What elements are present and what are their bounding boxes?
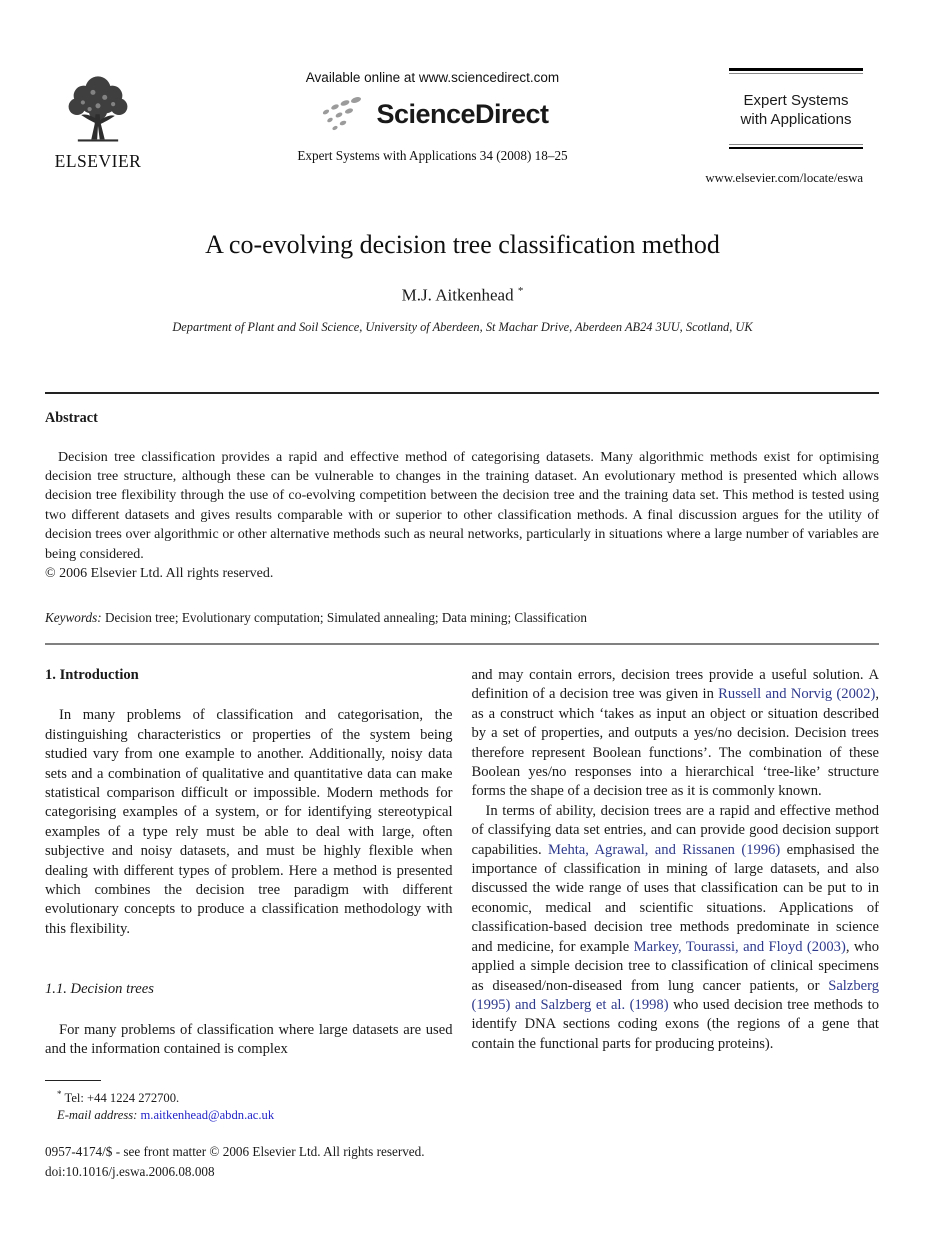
masthead-rule-bottom-thin [729,144,863,145]
section-1-heading: 1. Introduction [45,667,139,683]
elsevier-logo [52,72,144,172]
journal-citation: Expert Systems with Applications 34 (2008) 18–25 [297,148,568,163]
issn-line: 0957-4174/$ - see front matter © 2006 Elsevier Ltd. All rights reserved. [45,1143,425,1159]
doi-line: doi:10.1016/j.eswa.2006.08.008 [45,1163,215,1179]
intro-paragraph-1: In many problems of classification and categorisation, the distinguishing characteristics or properties of the system being studied vary from one example to another. Additionally, noisy data sets and a combination of qualitative and quantitative data can make statistical comparison difficult or impossible. Modern methods for categorising examples of a system, or for identifying stereotypical examples of a type rely must be able to deal with large, often subjective and noisy datasets, and must be highly flexible when dealing with different types of problem. Here a method is presented which combines the decision tree paradigm with different evolutionary concepts to produce a classification methodology with this flexibility. [45,707,453,937]
intro-paragraph-2: For many problems of classification where large datasets are used and the information contained is complex [45,1021,453,1058]
right-column [472,666,880,1182]
sciencedirect-logo[interactable] [245,94,620,134]
journal-masthead [729,68,863,149]
abstract-section [45,392,879,645]
section-1-1-heading: 1.1. Decision trees [45,981,154,998]
keywords-label: Keywords: [45,610,102,626]
body-paragraph-2: In terms of ability, decision trees are a rapid and effective method of classifying data set entries, and can provide good decision support capabilities. Mehta, Agrawal, and Rissanen (1996) emphasised the importance of classification in mining of large datasets, and also discussed the wide range of uses that classification can be put to in economic, medical and scientific situations. Applications of classification-based decision tree methods predominate in science and medicine, for example Markey, Tourassi, and Floyd (2003), who applied a simple decision tree to classification of clinical specimens as diseased/non-diseased from lung cancer patients, or Salzberg (1995) and Salzberg et al. (1998) who used decision tree methods to identify DNA sections coding exons (the regions of a gene that contain the functional parts for producing proteins). [471,802,879,1052]
left-column [45,666,453,1182]
email-link[interactable]: m.aitkenhead@abdn.ac.uk [140,1107,275,1122]
author-affiliation: Department of Plant and Soil Science, University of Aberdeen, St Machar Drive, Aberdeen AB24 3UU, Scotland, UK [172,320,753,334]
abstract-rule-bottom [45,643,879,645]
citation-link[interactable]: Salzberg (1995) and Salzberg et al. (1998) [471,977,879,1013]
footnote-tel: * Tel: +44 1224 272700. [57,1088,180,1105]
body-paragraph-continuation: and may contain errors, decision trees provide a useful solution. A definition of a decision tree was given in Russell and Norvig (2002), as a construct which ‘takes as input an object or situation described by a set of properties, and outputs a yes/no decision. Decision trees therefore represent Boolean functions’. The combination of these Boolean yes/no responses into a hierarchical ‘tree-like’ structure forms the shape of a decision tree as it is commonly known. [471,667,879,800]
abstract-heading: Abstract [45,409,98,426]
citation-link[interactable]: Mehta, Agrawal, and Rissanen (1996) [548,841,781,858]
elsevier-tree-icon [56,72,140,148]
author-footnote [45,1080,453,1124]
footnote-rule [45,1080,101,1081]
abstract-rule-top [45,392,879,394]
masthead-rule-bottom-thick [729,147,863,150]
citation-link[interactable]: Russell and Norvig (2002) [718,686,876,703]
header-center [245,70,620,164]
author-name: M.J. Aitkenhead * [401,285,524,305]
keywords-list: Decision tree; Evolutionary computation; Simulated annealing; Data mining; Classification [101,610,587,626]
masthead-rule-top-thin [729,73,863,74]
paper-title: A co-evolving decision tree classification method [205,230,720,259]
sciencedirect-dots-icon [316,94,370,134]
citation-link[interactable]: Markey, Tourassi, and Floyd (2003) [633,938,846,955]
elsevier-wordmark: ELSEVIER [54,151,142,171]
email-label: E-mail address: [57,1107,138,1122]
sciencedirect-wordmark: ScienceDirect [376,98,549,129]
journal-url-link[interactable]: www.elsevier.com/locate/eswa [705,171,863,185]
abstract-copyright: © 2006 Elsevier Ltd. All rights reserved. [45,565,274,581]
page-footer [45,1142,453,1182]
available-online-text[interactable]: Available online at www.sciencedirect.com [305,70,560,85]
article-body [45,666,879,1182]
keywords-line [45,610,879,626]
journal-name: Expert Systems with Applications [740,91,852,128]
abstract-text: Decision tree classification provides a rapid and effective method of categorising datasets. Many algorithmic methods exist for optimising decision tree structure, although these can be vulnerable to changes in the training dataset. An evolutionary method is presented which allows decision tree flexibility through the use of co-evolving competition between the decision tree and the training data set. This method is tested using two different datasets and gives results comparable with or superior to other classification methods. A final discussion argues for the utility of decision trees over algorithmic or other alternative methods such as neural networks, particularly in situations where a large number of variables are being considered. © 2006 Elsevier Ltd. All rights reserved. [45,449,879,581]
author-footnote-mark: * [517,285,524,297]
footnote-email [45,1107,453,1124]
masthead-rule-top-thick [729,68,863,71]
